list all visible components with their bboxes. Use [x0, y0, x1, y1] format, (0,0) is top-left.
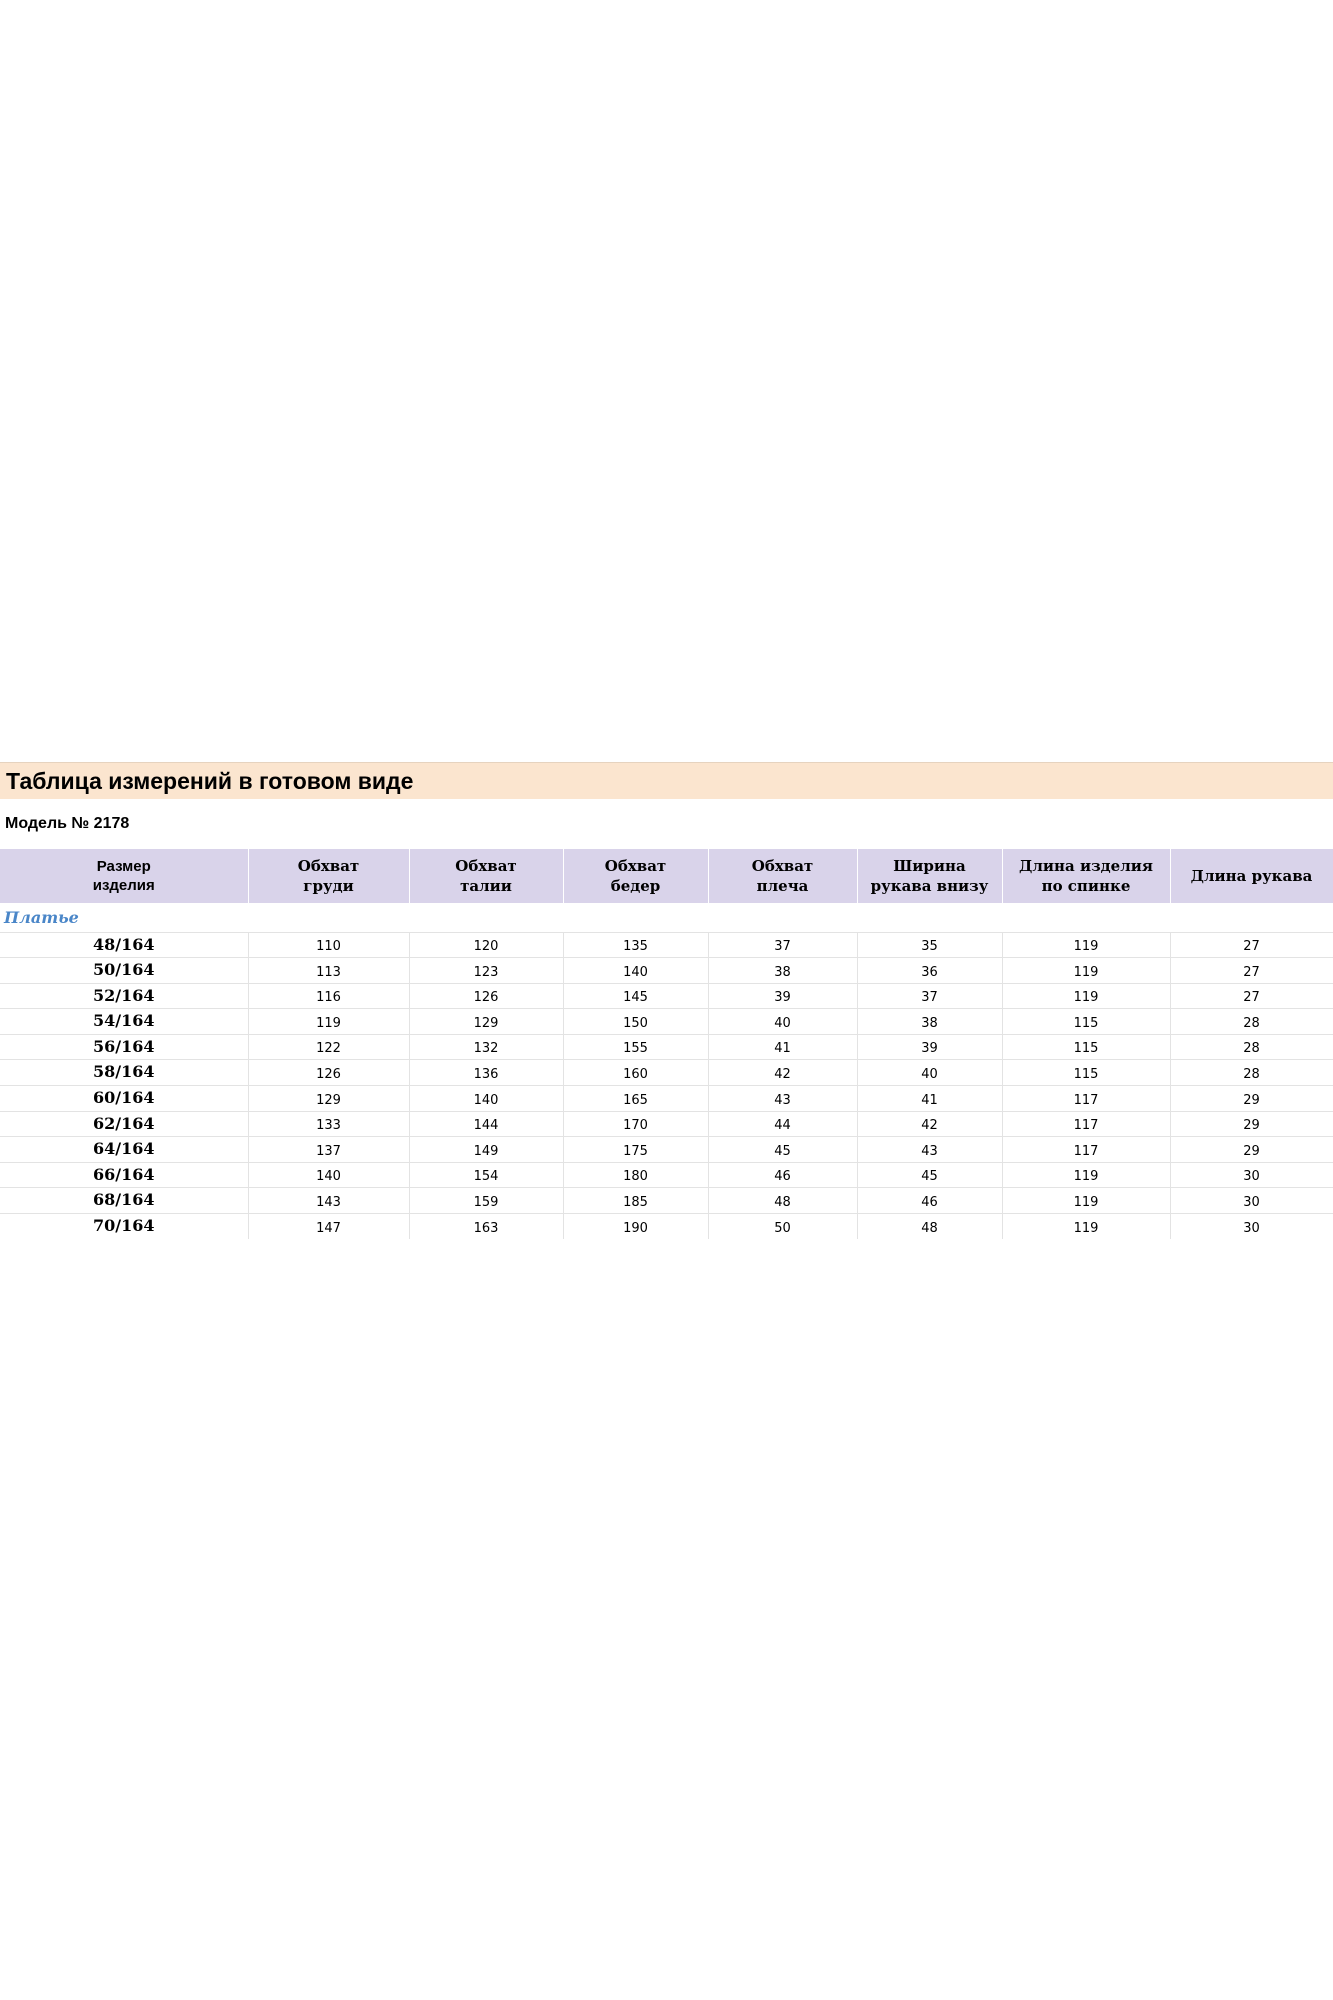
measurement-cell: 28 [1170, 1009, 1333, 1035]
measurement-cell: 132 [409, 1034, 563, 1060]
column-header-line: по спинке [1041, 877, 1131, 895]
size-cell: 56/164 [0, 1034, 248, 1060]
measurement-cell: 129 [248, 1086, 409, 1112]
measurement-cell: 46 [708, 1162, 857, 1188]
measurement-cell: 30 [1170, 1162, 1333, 1188]
measurement-cell: 39 [857, 1034, 1002, 1060]
measurement-cell: 29 [1170, 1086, 1333, 1112]
measurement-cell: 135 [563, 932, 708, 958]
measurement-cell: 42 [857, 1111, 1002, 1137]
measurement-cell: 45 [708, 1137, 857, 1163]
measurement-cell: 27 [1170, 983, 1333, 1009]
measurement-cell: 147 [248, 1214, 409, 1240]
measurement-cell: 170 [563, 1111, 708, 1137]
measurement-cell: 119 [1002, 1188, 1170, 1214]
column-header-line: Обхват [604, 857, 667, 875]
measurement-cell: 160 [563, 1060, 708, 1086]
measurement-cell: 140 [248, 1162, 409, 1188]
size-cell: 70/164 [0, 1214, 248, 1240]
column-header-line: изделия [92, 877, 155, 894]
column-header-line: Размер [96, 858, 151, 875]
table-row [0, 932, 1333, 958]
measurement-cell: 29 [1170, 1111, 1333, 1137]
column-header-line: рукава внизу [870, 877, 989, 895]
measurement-cell: 133 [248, 1111, 409, 1137]
measurement-cell: 110 [248, 932, 409, 958]
measurement-cell: 40 [857, 1060, 1002, 1086]
measurement-cell: 145 [563, 983, 708, 1009]
model-row [0, 799, 1333, 849]
measurement-cell: 119 [1002, 1162, 1170, 1188]
measurement-cell: 38 [857, 1009, 1002, 1035]
measurement-cell: 39 [708, 983, 857, 1009]
measurement-cell: 45 [857, 1162, 1002, 1188]
column-header [0, 849, 248, 903]
measurement-cell: 115 [1002, 1034, 1170, 1060]
measurement-cell: 35 [857, 932, 1002, 958]
size-cell: 64/164 [0, 1137, 248, 1163]
measurement-table [0, 849, 1333, 1239]
column-header [857, 849, 1002, 903]
column-header [1170, 849, 1333, 903]
measurement-cell: 120 [409, 932, 563, 958]
measurement-cell: 137 [248, 1137, 409, 1163]
column-header [1002, 849, 1170, 903]
measurement-cell: 27 [1170, 932, 1333, 958]
measurement-cell: 119 [1002, 983, 1170, 1009]
measurement-cell: 48 [708, 1188, 857, 1214]
measurement-cell: 159 [409, 1188, 563, 1214]
size-cell: 68/164 [0, 1188, 248, 1214]
size-cell: 48/164 [0, 932, 248, 958]
column-header [563, 849, 708, 903]
measurement-cell: 117 [1002, 1111, 1170, 1137]
measurement-cell: 44 [708, 1111, 857, 1137]
size-cell: 52/164 [0, 983, 248, 1009]
column-header-line: талии [460, 877, 512, 895]
size-cell: 54/164 [0, 1009, 248, 1035]
measurement-cell: 122 [248, 1034, 409, 1060]
column-header-line: Длина рукава [1190, 867, 1313, 885]
column-header-line: бедер [610, 877, 661, 895]
size-cell: 50/164 [0, 958, 248, 984]
measurement-cell: 119 [1002, 1214, 1170, 1240]
table-row [0, 1162, 1333, 1188]
measurement-cell: 38 [708, 958, 857, 984]
section-label: Платье [4, 907, 79, 927]
measurement-cell: 150 [563, 1009, 708, 1035]
column-header [248, 849, 409, 903]
measurement-cell: 43 [857, 1137, 1002, 1163]
measurement-cell: 28 [1170, 1034, 1333, 1060]
measurement-cell: 155 [563, 1034, 708, 1060]
title-row [0, 762, 1333, 799]
measurement-cell: 136 [409, 1060, 563, 1086]
measurement-cell: 165 [563, 1086, 708, 1112]
measurement-cell: 40 [708, 1009, 857, 1035]
measurement-cell: 154 [409, 1162, 563, 1188]
measurement-cell: 41 [857, 1086, 1002, 1112]
column-header-line: Обхват [455, 857, 517, 875]
table-row [0, 1214, 1333, 1240]
measurement-cell: 119 [1002, 958, 1170, 984]
measurement-cell: 37 [708, 932, 857, 958]
measurement-cell: 140 [563, 958, 708, 984]
table-row [0, 1034, 1333, 1060]
header-row [0, 849, 1333, 903]
measurement-cell: 140 [409, 1086, 563, 1112]
measurement-cell: 129 [409, 1009, 563, 1035]
measurement-cell: 119 [248, 1009, 409, 1035]
model-number: Модель № 2178 [5, 815, 130, 832]
column-header-line: Длина изделия [1019, 857, 1153, 875]
measurement-cell: 41 [708, 1034, 857, 1060]
measurement-cell: 126 [248, 1060, 409, 1086]
column-header-line: Обхват [297, 857, 360, 875]
measurement-cell: 185 [563, 1188, 708, 1214]
table-row [0, 1060, 1333, 1086]
column-header [409, 849, 563, 903]
measurement-cell: 50 [708, 1214, 857, 1240]
measurement-cell: 29 [1170, 1137, 1333, 1163]
measurement-cell: 113 [248, 958, 409, 984]
measurement-cell: 180 [563, 1162, 708, 1188]
measurement-cell: 43 [708, 1086, 857, 1112]
measurement-cell: 144 [409, 1111, 563, 1137]
size-cell: 66/164 [0, 1162, 248, 1188]
measurement-cell: 126 [409, 983, 563, 1009]
sheet-title: Таблица измерений в готовом виде [6, 767, 414, 794]
column-header-line: груди [303, 877, 354, 895]
size-cell: 60/164 [0, 1086, 248, 1112]
table-row [0, 958, 1333, 984]
measurement-cell: 175 [563, 1137, 708, 1163]
measurement-cell: 116 [248, 983, 409, 1009]
table-row [0, 1009, 1333, 1035]
table-row [0, 1086, 1333, 1112]
measurement-cell: 115 [1002, 1009, 1170, 1035]
measurement-cell: 46 [857, 1188, 1002, 1214]
column-header-line: Обхват [751, 857, 814, 875]
table-row [0, 1137, 1333, 1163]
measurement-cell: 149 [409, 1137, 563, 1163]
column-header [708, 849, 857, 903]
table-row [0, 1188, 1333, 1214]
measurement-cell: 36 [857, 958, 1002, 984]
measurement-cell: 119 [1002, 932, 1170, 958]
measurement-cell: 123 [409, 958, 563, 984]
measurement-cell: 28 [1170, 1060, 1333, 1086]
measurement-cell: 143 [248, 1188, 409, 1214]
measurement-cell: 163 [409, 1214, 563, 1240]
measurement-cell: 117 [1002, 1086, 1170, 1112]
measurement-sheet [0, 762, 1333, 1239]
measurement-cell: 48 [857, 1214, 1002, 1240]
column-header-line: Ширина [893, 857, 966, 875]
measurement-cell: 42 [708, 1060, 857, 1086]
column-header-line: плеча [756, 877, 809, 895]
measurement-cell: 30 [1170, 1188, 1333, 1214]
table-row [0, 1111, 1333, 1137]
measurement-cell: 27 [1170, 958, 1333, 984]
measurement-cell: 30 [1170, 1214, 1333, 1240]
measurement-cell: 115 [1002, 1060, 1170, 1086]
measurement-cell: 37 [857, 983, 1002, 1009]
size-cell: 58/164 [0, 1060, 248, 1086]
size-cell: 62/164 [0, 1111, 248, 1137]
section-row [0, 903, 1333, 932]
measurement-cell: 190 [563, 1214, 708, 1240]
table-row [0, 983, 1333, 1009]
measurement-cell: 117 [1002, 1137, 1170, 1163]
